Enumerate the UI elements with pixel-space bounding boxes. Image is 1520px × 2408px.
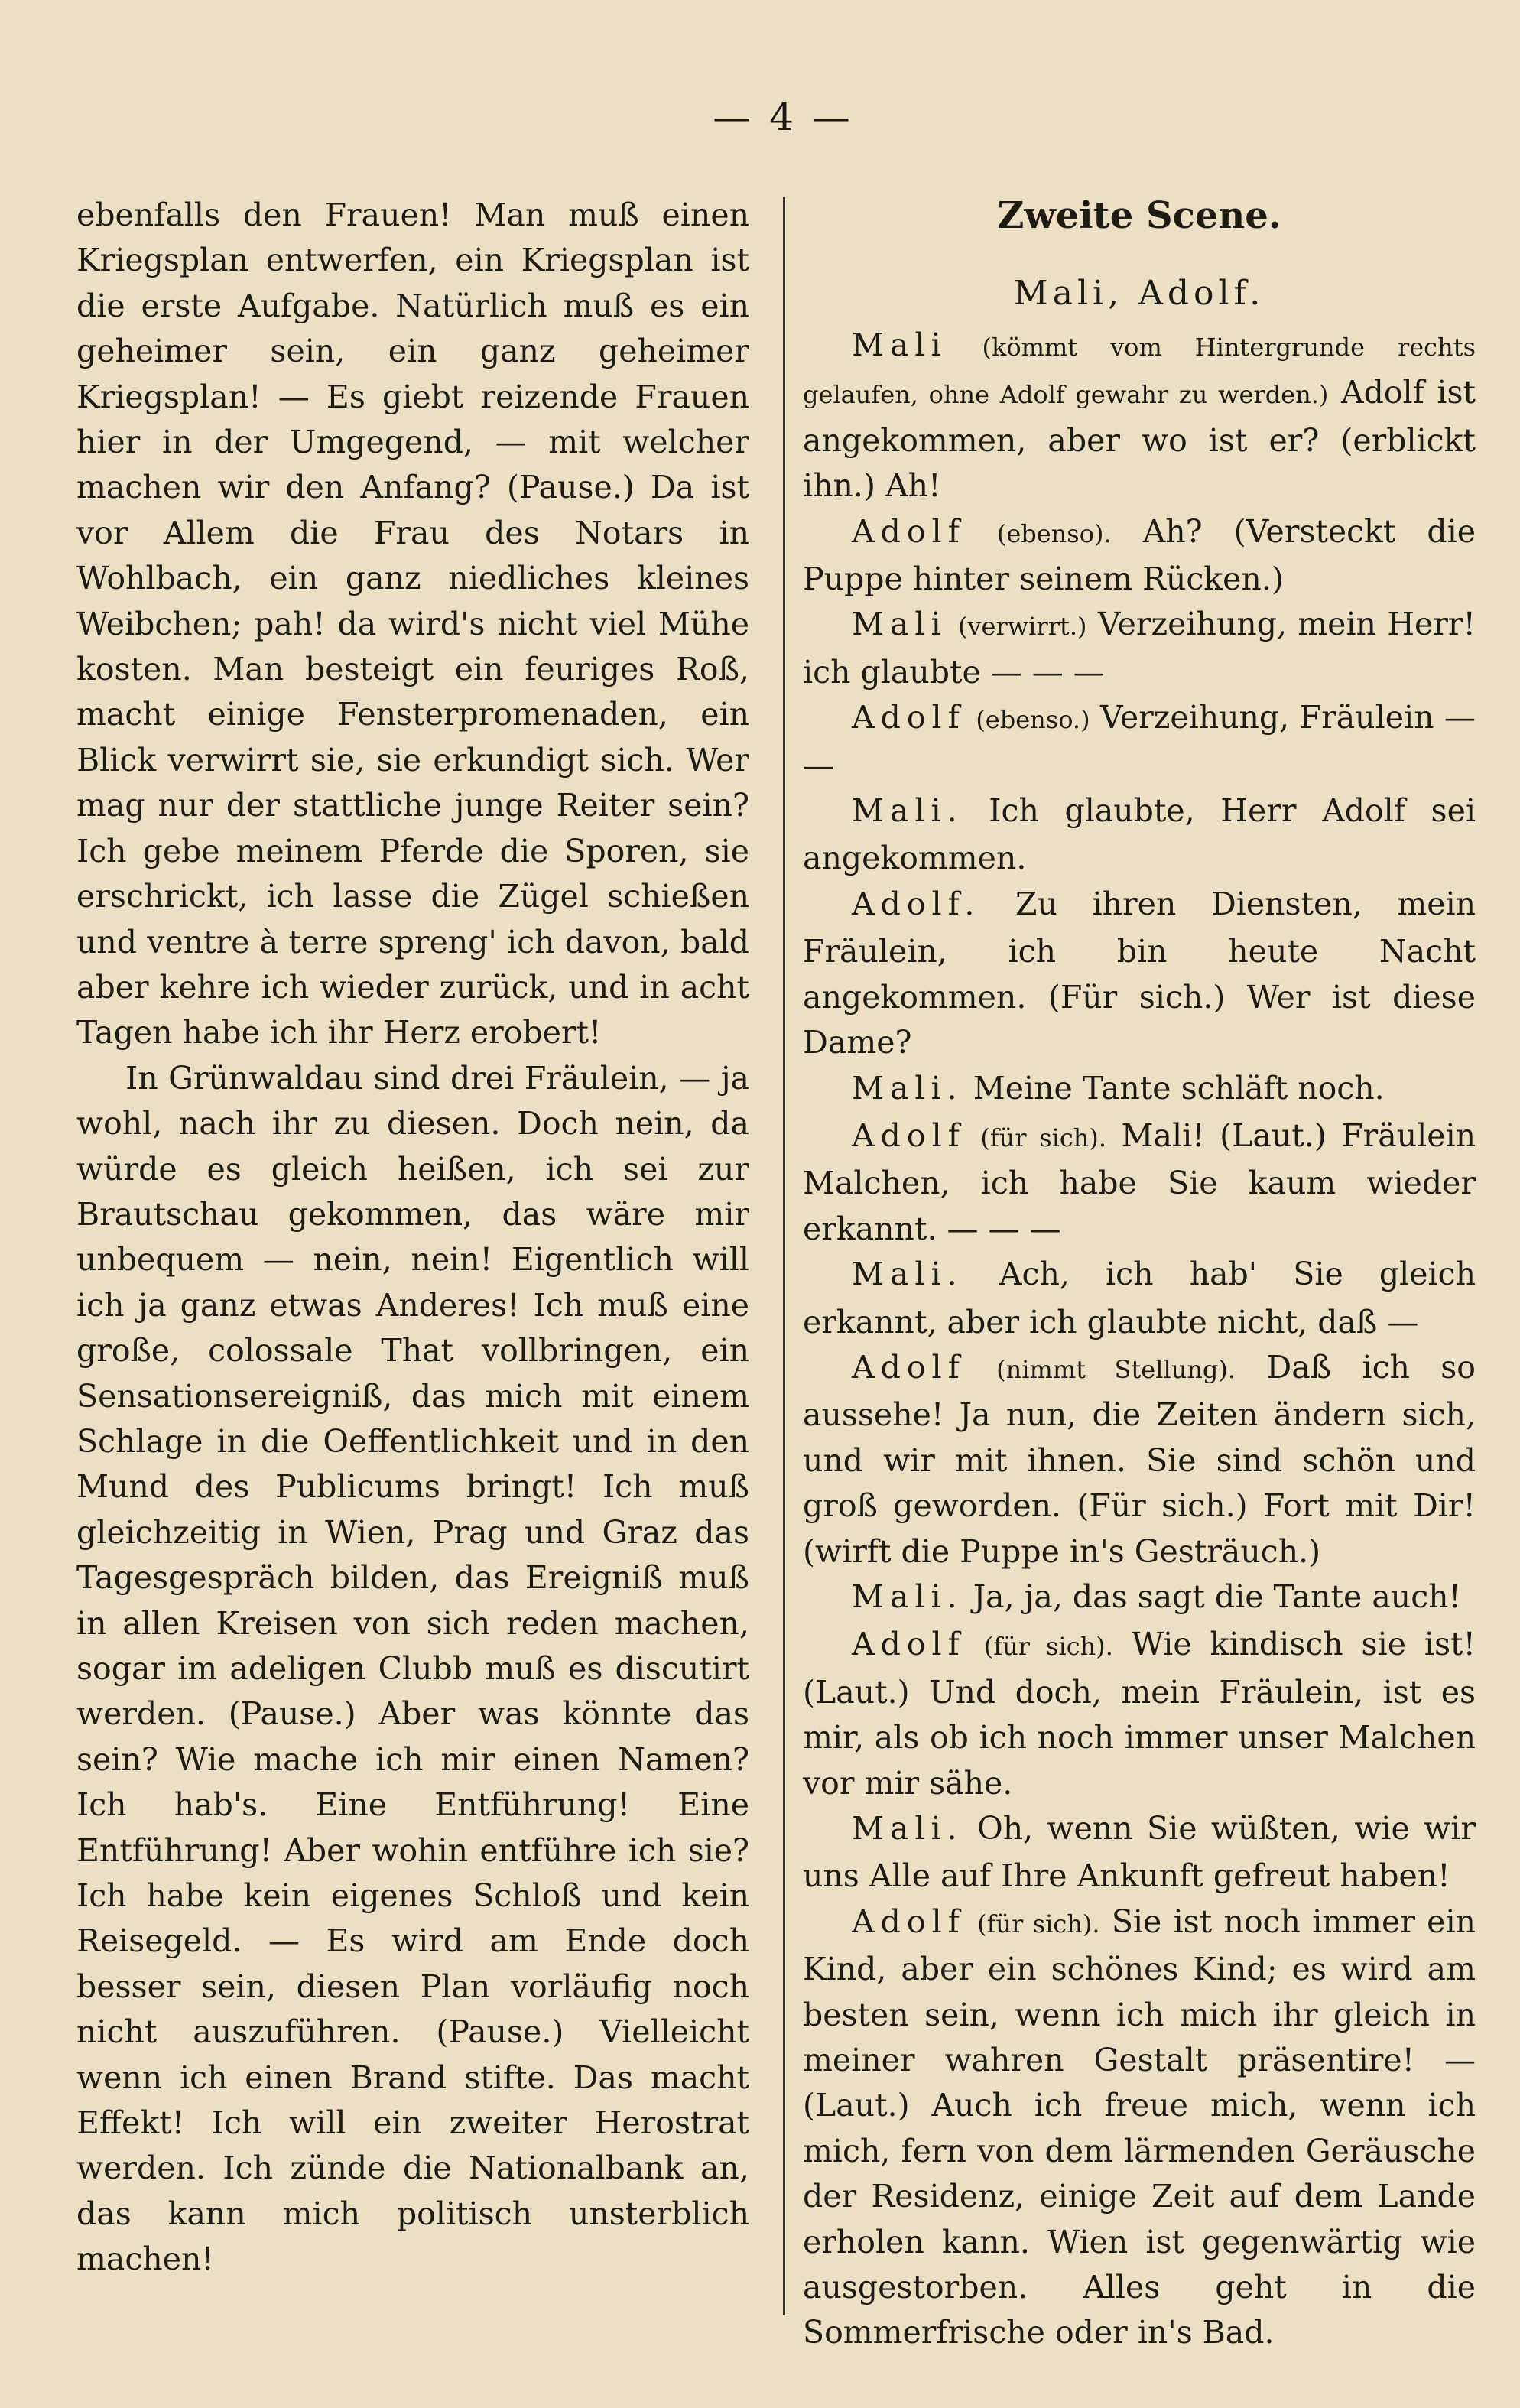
- speaker-name: Mali.: [852, 1578, 963, 1615]
- stage-direction: (für sich).: [983, 1632, 1113, 1662]
- speaker-name: Adolf: [852, 699, 966, 736]
- dialogue-line: [803, 1622, 1476, 1806]
- speaker-name: Adolf.: [852, 885, 981, 922]
- dialogue-line: [803, 695, 1476, 788]
- speaker-name: Adolf: [852, 1626, 966, 1663]
- dialogue-line: [803, 323, 1476, 509]
- speaker-name: Adolf: [852, 1348, 966, 1386]
- stage-direction: (für sich).: [980, 1123, 1107, 1152]
- dialogue-line: [803, 1806, 1476, 1899]
- dialogue-text: Sie ist noch immer ein Kind, aber ein schönes Kind; es wird am besten sein, wenn ich mich ihr gleich in meiner wahren Gestalt präsentire! — (Laut.) Auch ich freue mich, wenn ich mich, fern von dem lärmenden Geräusche der Residenz, einige Zeit auf dem Lande erholen kann. Wien ist gegenwärtig wie ausgestorben. Alles geht in die Sommerfrische oder in's Bad.: [803, 1903, 1476, 2351]
- stage-direction: (nimmt Stellung).: [996, 1354, 1236, 1384]
- dialogue-text: Ah? (Versteckt die Puppe hinter seinem Rücken.): [803, 512, 1476, 598]
- column-divider: [783, 197, 785, 2315]
- speaker-name: Mali.: [852, 1069, 963, 1107]
- stage-direction: (ebenso).: [996, 518, 1112, 548]
- dialogue-line: [803, 1345, 1476, 1574]
- dialogue-line: [803, 788, 1476, 882]
- monologue-paragraph-1: ebenfalls den Frauen! Man muß einen Kriegsplan entwerfen, ein Kriegsplan ist die erste Aufgabe. Natürlich muß es ein geheimer sein, ein ganz geheimer Kriegsplan! — Es giebt reizende Frauen hier in der Umgegend, — mit welcher machen wir den Anfang? (Pause.) Da ist vor Allem die Frau des Notars in Wohlbach, ein ganz niedliches kleines Weibchen; pah! da wird's nicht viel Mühe kosten. Man besteigt ein feuriges Roß, macht einige Fensterpromenaden, ein Blick verwirrt sie, sie erkundigt sich. Wer mag nur der stattliche junge Reiter sein? Ich gebe meinem Pferde die Sporen, sie erschrickt, ich lasse die Zügel schießen und ventre à terre spreng' ich davon, bald aber kehre ich wieder zurück, und in acht Tagen habe ich ihr Herz erobert!: [76, 197, 749, 1051]
- dialogue-line: [803, 1899, 1476, 2356]
- dialogue-text: Verzeihung, Fräulein — —: [803, 699, 1476, 784]
- speaker-name: Mali.: [852, 1810, 963, 1847]
- dialogue-text: Mali! (Laut.) Fräulein Malchen, ich habe Sie kaum wieder erkannt. — — —: [803, 1116, 1476, 1247]
- right-column: [803, 193, 1476, 2356]
- dialogue-text: Wie kindisch sie ist! (Laut.) Und doch, mein Fräulein, ist es mir, als ob ich noch immer unser Malchen vor mir sähe.: [803, 1626, 1476, 1802]
- speaker-name: Mali.: [852, 1256, 963, 1293]
- left-column: [76, 193, 749, 2356]
- page-number: — 4 —: [713, 95, 853, 139]
- dialogue-text: Ach, ich hab' Sie gleich erkannt, aber ich glaubte nicht, daß —: [803, 1256, 1476, 1340]
- scene-title: Zweite Scene.: [997, 194, 1281, 237]
- stage-direction: (verwirrt.): [957, 612, 1087, 642]
- dialogue-text: Oh, wenn Sie wüßten, wie wir uns Alle auf Ihre Ankunft gefreut haben!: [803, 1810, 1476, 1895]
- scene-persons: Mali, Adolf.: [1013, 274, 1265, 313]
- dialogue-text: Adolf ist angekommen, aber wo ist er? (erblickt ihn.) Ah!: [803, 374, 1476, 505]
- speaker-name: Adolf: [852, 1116, 966, 1154]
- speaker-name: Adolf: [852, 512, 966, 550]
- speaker-name: Mali: [852, 606, 947, 643]
- dialogue-text: Ich glaubte, Herr Adolf sei angekommen.: [803, 792, 1476, 877]
- two-column-body: [76, 193, 1489, 2356]
- dialogue-line: [803, 1252, 1476, 1345]
- speaker-name: Mali.: [852, 792, 963, 830]
- dialogue-text: Daß ich so aussehe! Ja nun, die Zeiten ändern sich, und wir mit ihnen. Sie sind schön und groß geworden. (Für sich.) Fort mit Dir! (wirft die Puppe in's Gesträuch.): [803, 1348, 1476, 1570]
- dialogue-line: [803, 602, 1476, 695]
- dialogue-text: Verzeihung, mein Herr! ich glaubte — — —: [803, 606, 1476, 691]
- speaker-name: Mali: [852, 327, 947, 363]
- dialogue-line: [803, 882, 1476, 1066]
- stage-direction: (kömmt vom Hintergrunde rechts gelaufen, ohne Adolf gewahr zu werden.): [803, 333, 1476, 410]
- monologue-paragraph-2: In Grünwaldau sind drei Fräulein, — ja wohl, nach ihr zu diesen. Doch nein, da würde es gleich heißen, ich sei zur Brautschau gekommen, das wäre mir unbequem — nein, nein! Eigentlich will ich ja ganz etwas Anderes! Ich muß eine große, colossale That vollbringen, ein Sensationsereigniß, das mich mit einem Schlage in die Oeffentlichkeit und in den Mund des Publicums bringt! Ich muß gleichzeitig in Wien, Prag und Graz das Tagesgespräch bilden, das Ereigniß muß in allen Kreisen von sich reden machen, sogar im adeligen Clubb muß es discutirt werden. (Pause.) Aber was könnte das sein? Wie mache ich mir einen Namen? Ich hab's. Eine Entführung! Eine Entführung! Aber wohin entführe ich sie? Ich habe kein eigenes Schloß und kein Reisegeld. — Es wird am Ende doch besser sein, diesen Plan vorläufig noch nicht auszuführen. (Pause.) Vielleicht wenn ich einen Brand stifte. Das macht Effekt! Ich will ein zweiter Herostrat werden. Ich zünde die Nationalbank an, das kann mich politisch unsterblich machen!: [76, 1059, 749, 2278]
- dialogue-text: Meine Tante schläft noch.: [973, 1069, 1385, 1107]
- dialogue-line: [803, 509, 1476, 603]
- dialogue-line: [803, 1066, 1476, 1113]
- stage-direction: (für sich).: [977, 1909, 1100, 1938]
- dialogue-line: [803, 1113, 1476, 1252]
- stage-direction: (ebenso.): [976, 705, 1090, 735]
- dialogue-text: Ja, ja, das sagt die Tante auch!: [973, 1578, 1462, 1615]
- dialogue-text: Zu ihren Diensten, mein Fräulein, ich bin heute Nacht angekommen. (Für sich.) Wer ist diese Dame?: [803, 885, 1476, 1061]
- dialogue-line: [803, 1574, 1476, 1622]
- speaker-name: Adolf: [852, 1903, 966, 1940]
